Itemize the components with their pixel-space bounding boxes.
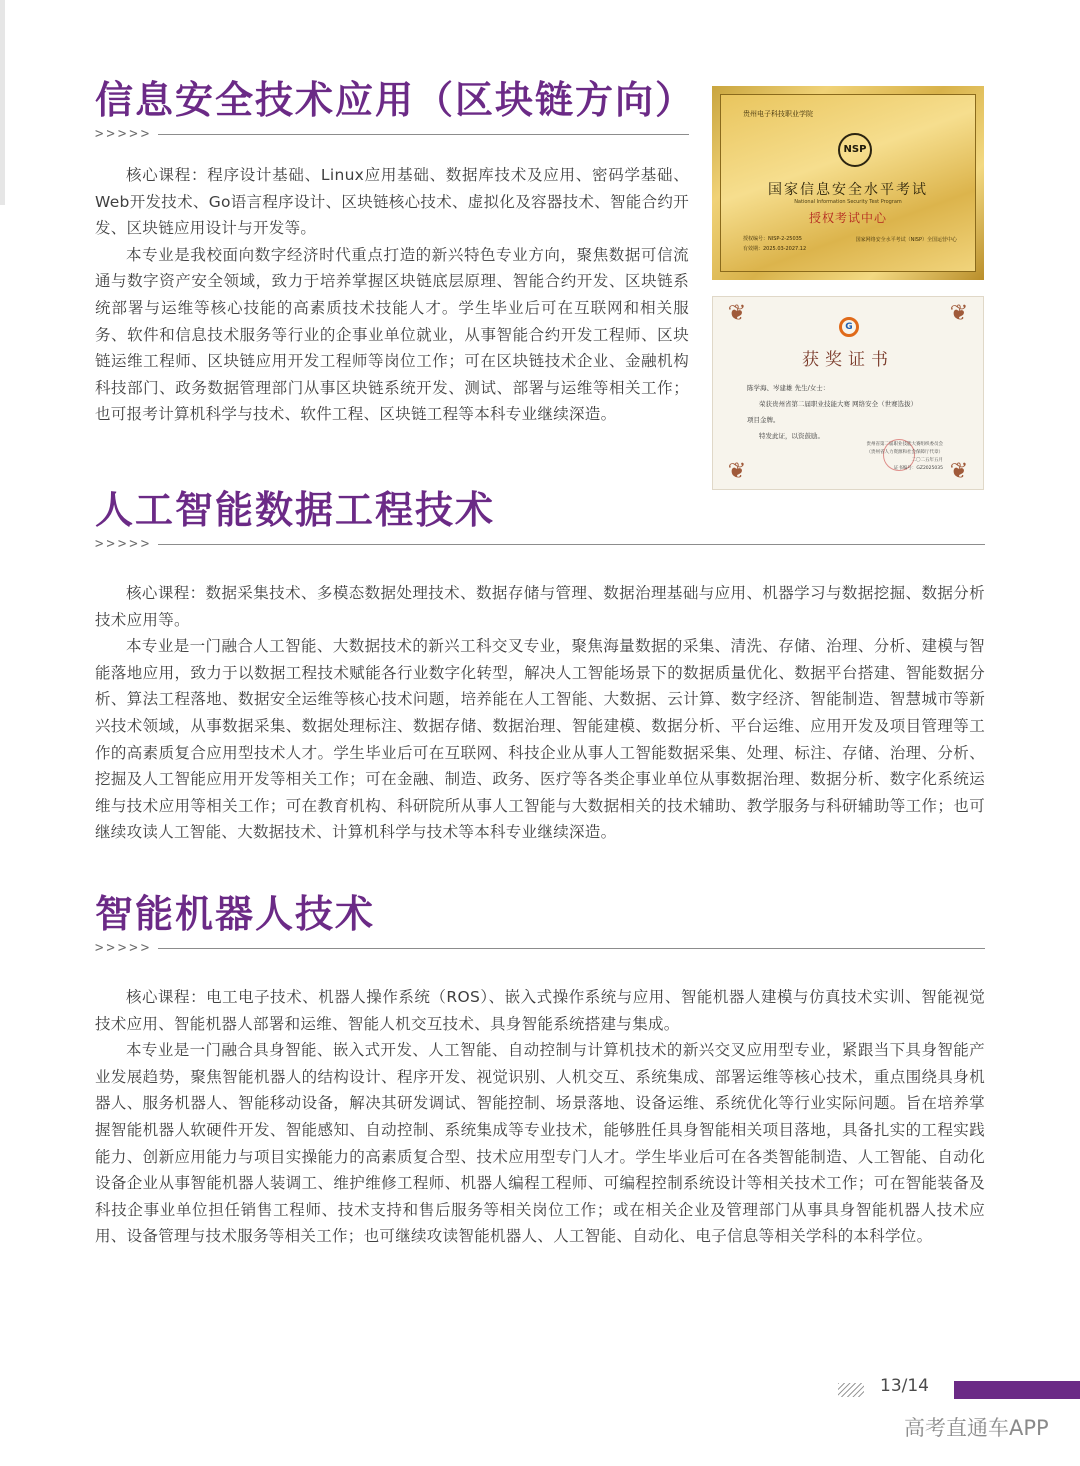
section-blockchain <box>95 78 696 428</box>
nisp-authorization-plaque-image <box>712 86 984 280</box>
description-paragraph: 本专业是我校面向数字经济时代重点打造的新兴特色专业方向，聚焦数据可信流通与数字资产安全领域，致力于培养掌握区块链底层原理、智能合约开发、区块链系统部署与运维等核心技能的高素质技术技能人才。学生毕业后可在互联网和相关服务、软件和信息技术服务等行业的企事业单位就业，从事智能合约开发工程师、区块链运维工程师、区块链应用开发工程师等岗位工作；可在区块链技术企业、金融机构科技部门、政务数据管理部门从事区块链系统开发、测试、部署与运维等相关工作；也可报考计算机科学与技术、软件工程、区块链工程等本科专业继续深造。 <box>95 245 689 424</box>
competition-logo-icon: G <box>839 317 859 337</box>
nsp-logo-icon: NSP <box>838 133 872 167</box>
plaque-school-name: 贵州电子科技职业学院 <box>743 110 813 118</box>
award-certificate-image <box>712 296 984 490</box>
plaque-title: 国家信息安全水平考试 <box>768 182 928 198</box>
ornament-corner-icon: ❦ <box>727 459 747 484</box>
section-body <box>95 984 985 1250</box>
plaque-english-subtitle: National Information Security Test Program <box>794 199 902 205</box>
section-divider <box>95 938 985 958</box>
section-title: 智能机器人技术 <box>95 892 376 936</box>
watermark: 高考直通车APP <box>904 1416 1049 1440</box>
plaque-center-label: 授权考试中心 <box>808 211 887 225</box>
page-number: 13/14 <box>880 1376 929 1396</box>
ornament-corner-icon: ❦ <box>949 459 969 484</box>
plaque-face <box>720 94 976 272</box>
certificate-medal-line: 项目金牌。 <box>747 416 780 424</box>
divider-arrows: >>>>> <box>95 536 153 552</box>
certificate-date: 二〇二五年五月 <box>911 458 943 463</box>
divider-arrows: >>>>> <box>95 940 153 956</box>
plaque-validity: 有效期：2025.03-2027.12 <box>743 246 807 252</box>
ornament-corner-icon: ❦ <box>727 301 747 326</box>
certificate-issuer: 贵州省第二届职业技能大赛组织委员会 <box>866 442 943 447</box>
section-body <box>95 580 985 846</box>
section-body <box>95 162 689 428</box>
plaque-issuer: 国家网络安全水平考试（NISP）全国运营中心 <box>855 237 957 243</box>
section-divider <box>95 124 689 144</box>
divider-arrows: >>>>> <box>95 126 153 142</box>
core-courses-paragraph: 核心课程：数据采集技术、多模态数据处理技术、数据存储与管理、数据治理基础与应用、机器学习与数据挖掘、数据分析技术应用等。 <box>95 584 985 629</box>
divider-line <box>158 544 985 545</box>
divider-line <box>158 948 985 949</box>
certificate-number: 证书编号：GZ2025035 <box>893 466 943 471</box>
footer-accent-bar <box>954 1381 1080 1399</box>
core-courses-paragraph: 核心课程：程序设计基础、Linux应用基础、数据库技术及应用、密码学基础、Web开发技术、Go语言程序设计、区块链核心技术、虚拟化及容器技术、智能合约开发、区块链应用设计与开发等。 <box>95 166 689 238</box>
description-paragraph: 本专业是一门融合具身智能、嵌入式开发、人工智能、自动控制与计算机技术的新兴交叉应用型专业，紧跟当下具身智能产业发展趋势，聚焦智能机器人的结构设计、程序开发、视觉识别、人机交互、系统集成、部署运维等核心技术，重点围绕具身机器人、服务机器人、智能移动设备，解决其研发调试、智能控制、场景落地、设备运维、系统优化等行业实际问题。旨在培养掌握智能机器人软硬件开发、智能感知、自动控制、系统集成等专业技术，能够胜任具身智能相关项目落地，具备扎实的工程实践能力、创新应用能力与项目实操能力的高素质复合型、技术应用型专门人才。学生毕业后可在各类智能制造、人工智能、自动化设备企业从事智能机器人装调工、维护维修工程师、机器人编程工程师、可编程控制系统设计等相关技术工作；可在智能装备及科技企事业单位担任销售工程师、技术支持和售后服务等相关岗位工作；或在相关企业及管理部门从事具身智能机器人技术应用、设备管理与技术服务等相关工作；也可继续攻读智能机器人、人工智能、自动化、电子信息等相关学科的本科学位。 <box>95 1041 985 1246</box>
page-edge-strip <box>0 0 5 205</box>
ornament-corner-icon: ❦ <box>949 301 969 326</box>
certificate-closing-line: 特发此证，以资鼓励。 <box>759 432 824 440</box>
divider-line <box>158 134 689 135</box>
plaque-auth-number: 授权编号：NISP-2-25035 <box>743 236 802 242</box>
section-title: 人工智能数据工程技术 <box>95 488 496 532</box>
section-divider <box>95 534 985 554</box>
certificate-recipients: 陈学海、岑建雄 先生/女士： <box>747 384 830 392</box>
section-title: 信息安全技术应用（区块链方向） <box>95 78 696 122</box>
certificate-issuer-seal: （贵州省人力资源和社会保障厅代章） <box>866 450 943 455</box>
section-ai-data-engineering <box>95 488 985 846</box>
certificate-title: 获奖证书 <box>802 350 894 370</box>
hatch-pattern-icon <box>838 1383 864 1397</box>
description-paragraph: 本专业是一门融合人工智能、大数据技术的新兴工科交叉专业，聚焦海量数据的采集、清洗、存储、治理、分析、建模与智能落地应用，致力于以数据工程技术赋能各行业数字化转型，解决人工智能场景下的数据质量优化、数据平台搭建、智能数据分析、算法工程落地、数据安全运维等核心技术问题，培养能在人工智能、大数据、云计算、数字经济、智能制造、智慧城市等新兴技术领域，从事数据采集、数据处理标注、数据存储、数据治理、智能建模、数据分析、平台运维、应用开发及项目管理等工作的高素质复合应用型技术人才。学生毕业后可在互联网、科技企业从事人工智能数据采集、处理、标注、存储、治理、分析、挖掘及人工智能应用开发等相关工作；可在金融、制造、政务、医疗等各类企事业单位从事数据治理、数据分析、数字化系统运维与技术应用等相关工作；可在教育机构、科研院所从事人工智能与大数据相关的技术辅助、教学服务与科研辅助等工作；也可继续攻读人工智能、大数据技术、计算机科学与技术等本科专业继续深造。 <box>95 637 985 842</box>
core-courses-paragraph: 核心课程：电工电子技术、机器人操作系统（ROS）、嵌入式操作系统与应用、智能机器人建模与仿真技术实训、智能视觉技术应用、智能机器人部署和运维、智能人机交互技术、具身智能系统搭建与集成。 <box>95 988 985 1033</box>
certificate-award-line: 荣获贵州省第二届职业技能大赛 网络安全（世赛选拔） <box>759 400 918 408</box>
section-intelligent-robotics <box>95 892 985 1250</box>
